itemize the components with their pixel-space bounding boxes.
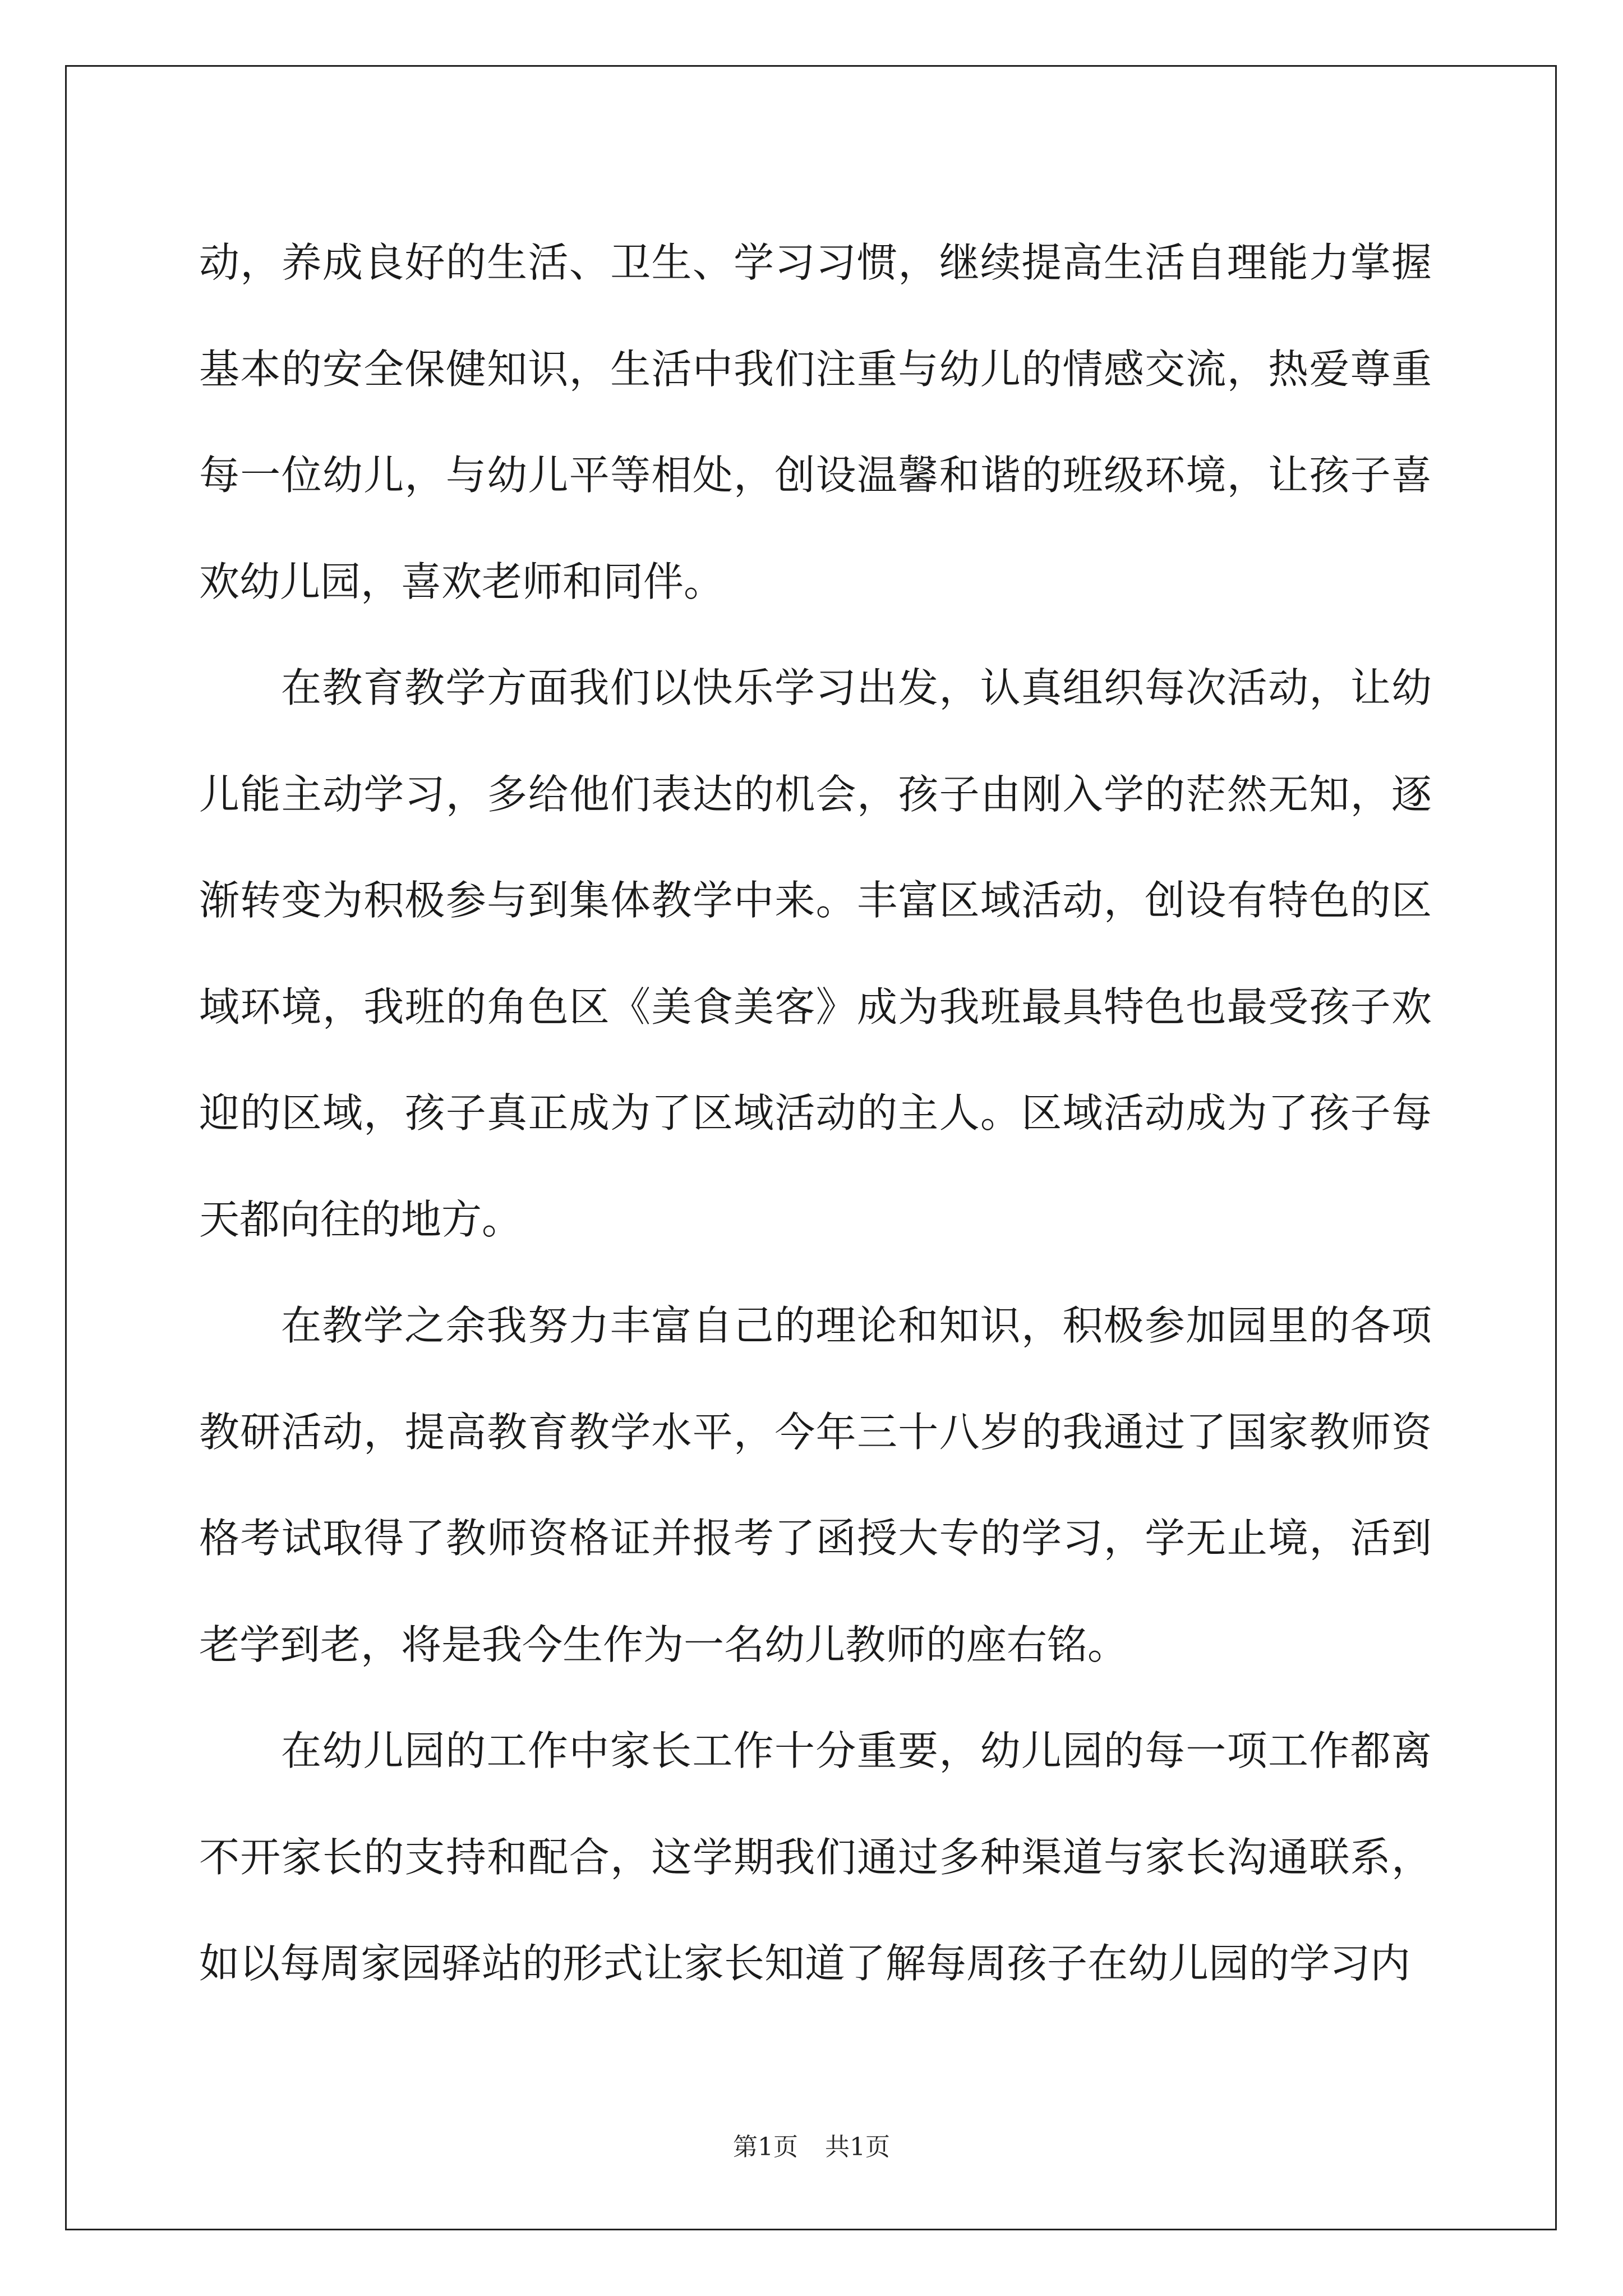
page-footer (0, 2131, 1623, 2164)
page-total: 共1页 (825, 2133, 890, 2161)
page-number: 第1页 (733, 2133, 798, 2161)
paragraph-2: 在教育教学方面我们以快乐学习出发，认真组织每次活动，让幼儿能主动学习，多给他们表达的机会，孩子由刚入学的茫然无知，逐渐转变为积极参与到集体教学中来。丰富区域活动，创设有特色的区域环境，我班的角色区《美食美客》成为我班最具特色也最受孩子欢迎的区域，孩子真正成为了区域活动的主人。区域活动成为了孩子每天都向往的地方。 (199, 664, 1432, 1243)
paragraph-3: 在教学之余我努力丰富自己的理论和知识，积极参加园里的各项教研活动，提高教育教学水平，今年三十八岁的我通过了国家教师资格考试取得了教师资格证并报考了函授大专的学习，学无止境，活到老学到老，将是我今生作为一名幼儿教师的座右铭。 (199, 1302, 1432, 1668)
paragraph-4: 在幼儿园的工作中家长工作十分重要，幼儿园的每一项工作都离不开家长的支持和配合，这学期我们通过多种渠道与家长沟通联系，如以每周家园驿站的形式让家长知道了解每周孩子在幼儿园的学习内 (199, 1727, 1432, 1987)
paragraph-1: 动，养成良好的生活、卫生、学习习惯，继续提高生活自理能力掌握基本的安全保健知识，生活中我们注重与幼儿的情感交流，热爱尊重每一位幼儿，与幼儿平等相处，创设温馨和谐的班级环境，让孩子喜欢幼儿园，喜欢老师和同伴。 (199, 239, 1432, 605)
document-body (199, 210, 1432, 2017)
